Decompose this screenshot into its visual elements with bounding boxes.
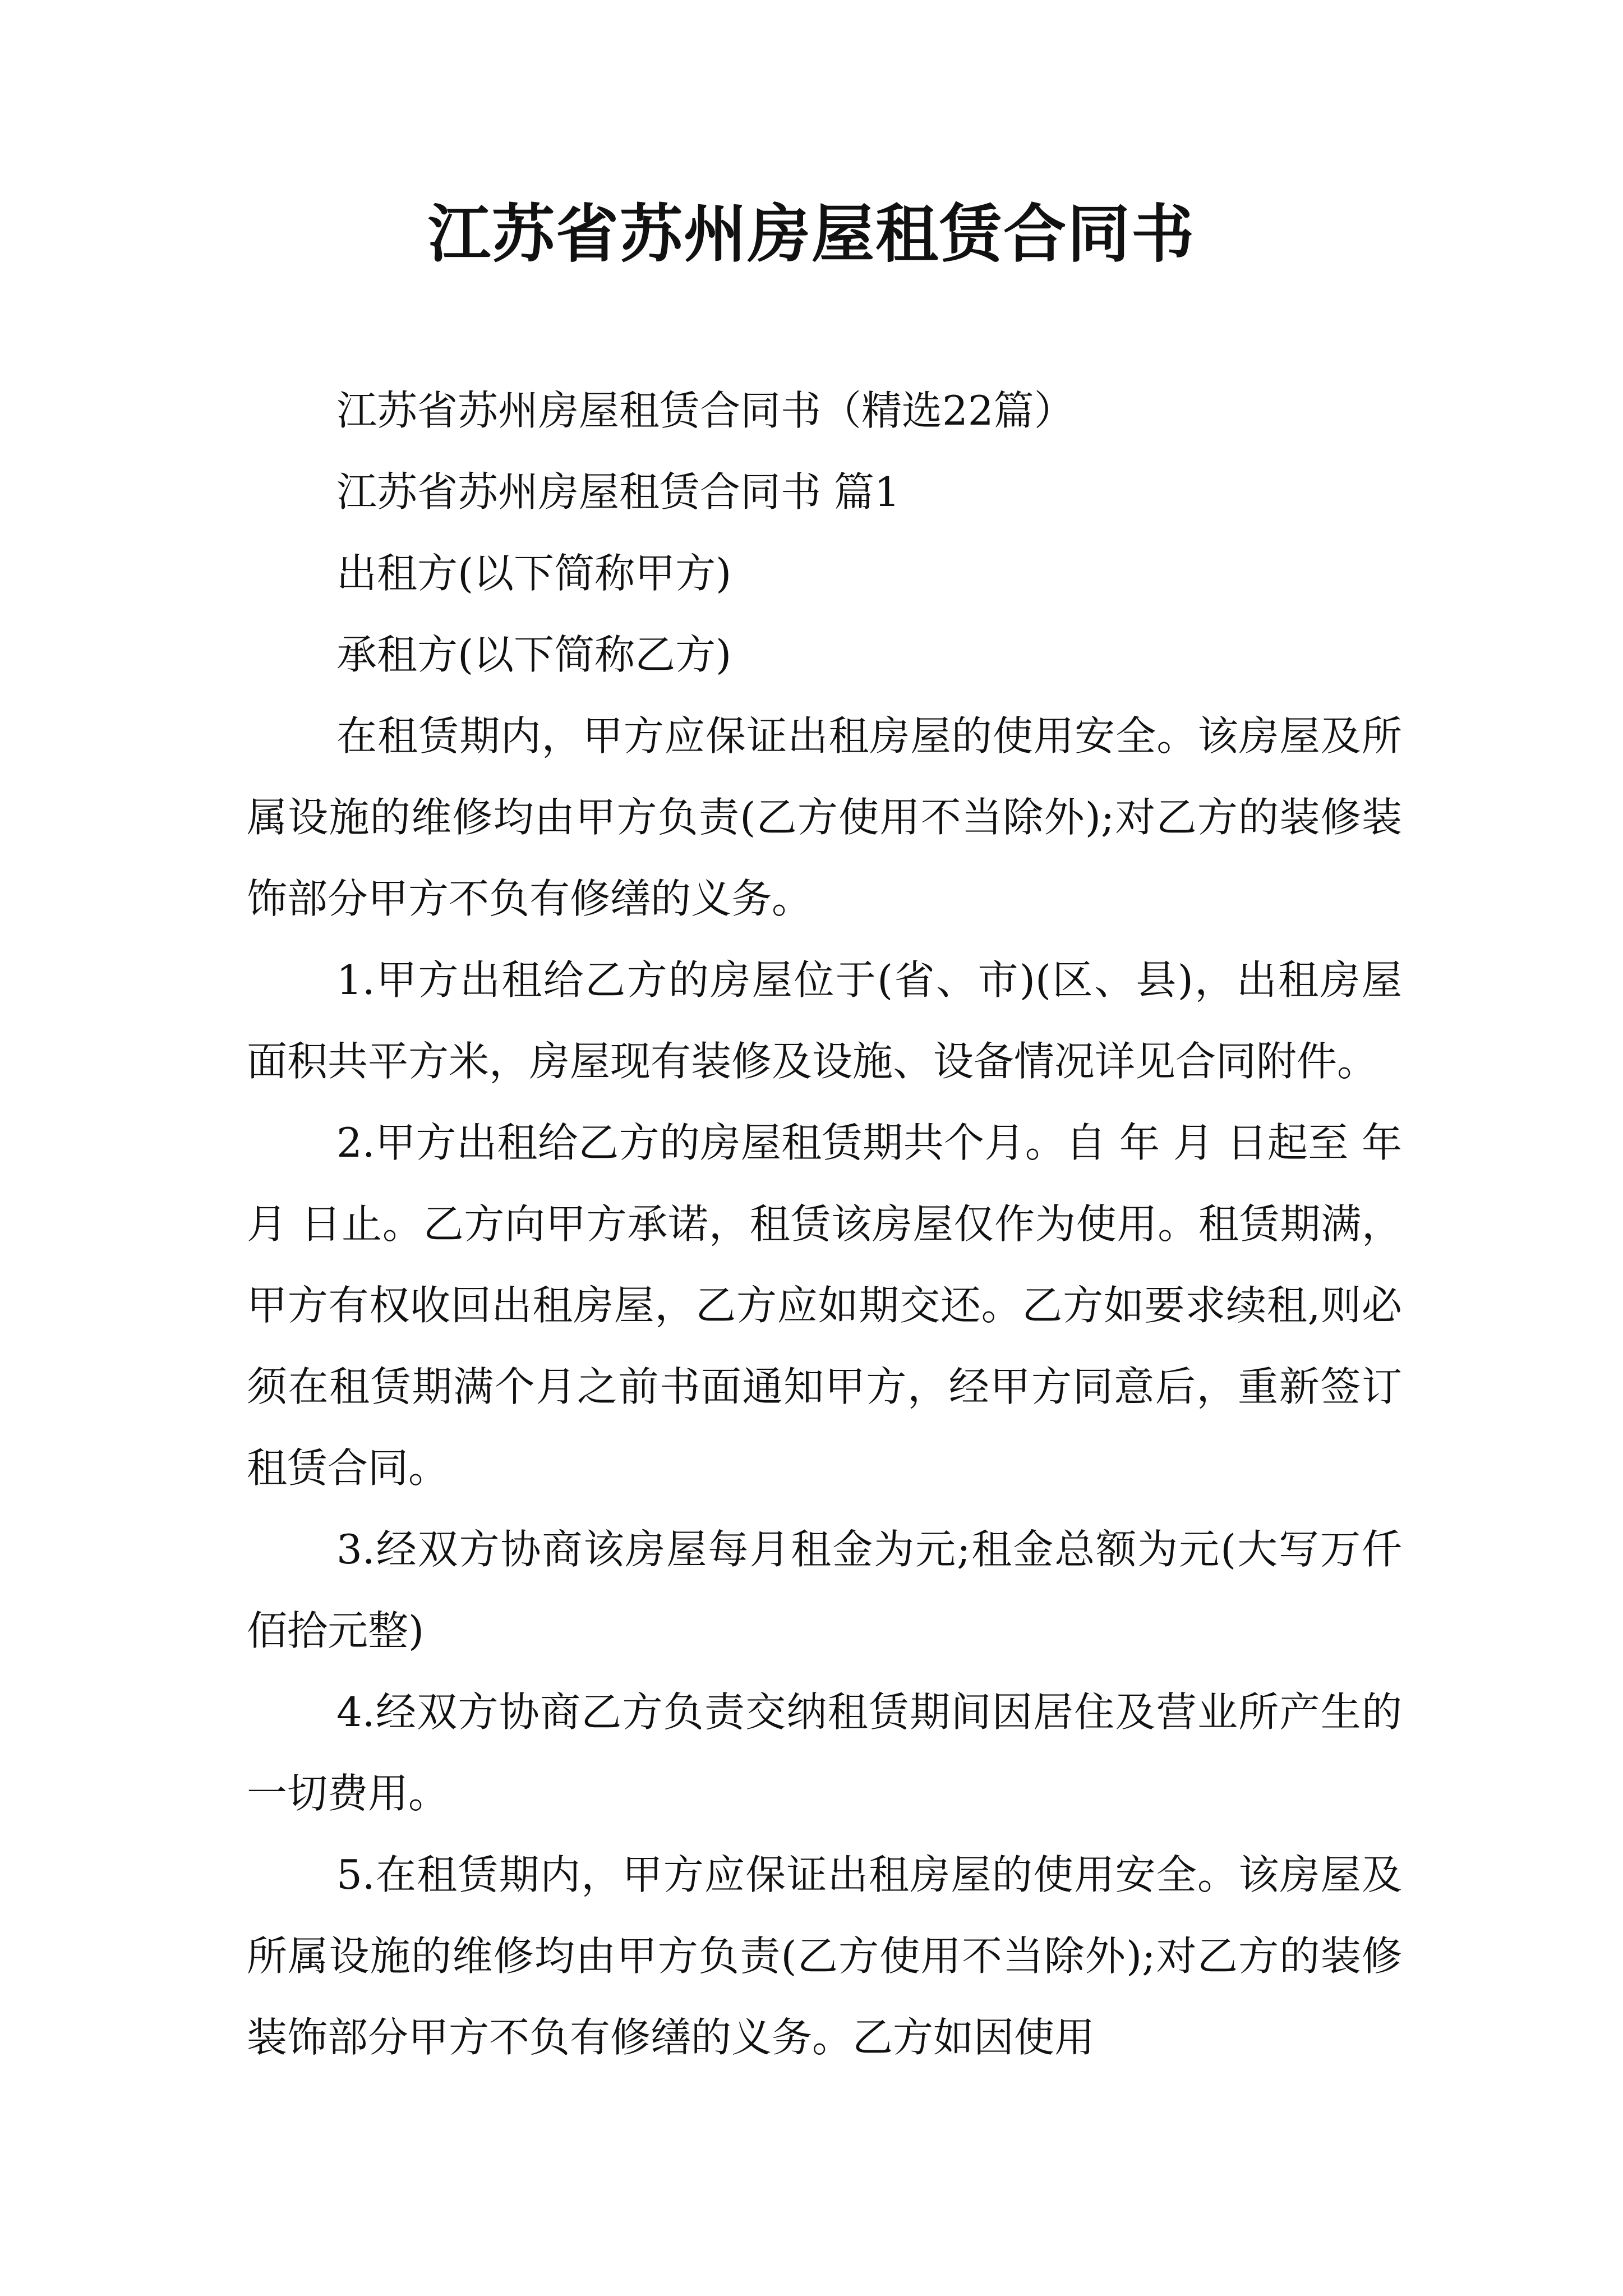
- paragraph-clause-2: 2.甲方出租给乙方的房屋租赁期共个月。自 年 月 日起至 年 月 日止。乙方向甲方承诺，租赁该房屋仅作为使用。租赁期满，甲方有权收回出租房屋，乙方应如期交还。乙方如要求续租,则必须在租赁期满个月之前书面通知甲方，经甲方同意后，重新签订租赁合同。: [247, 1119, 1402, 1492]
- document-title: 江苏省苏州房屋租赁合同书: [428, 197, 1195, 271]
- paragraph-lessor: 出租方(以下简称甲方): [336, 550, 732, 597]
- paragraph-clause-1: 1.甲方出租给乙方的房屋位于(省、市)(区、县)，出租房屋面积共平方米，房屋现有装修及设施、设备情况详见合同附件。: [247, 956, 1402, 1085]
- paragraph-section-heading: 江苏省苏州房屋租赁合同书 篇1: [336, 468, 900, 516]
- paragraph-safety-intro: 在租赁期内，甲方应保证出租房屋的使用安全。该房屋及所属设施的维修均由甲方负责(乙方使用不当除外);对乙方的装修装饰部分甲方不负有修缮的义务。: [247, 712, 1402, 922]
- paragraph-collection-title: 江苏省苏州房屋租赁合同书（精选22篇）: [336, 387, 1075, 434]
- paragraph-lessee: 承租方(以下简称乙方): [336, 631, 732, 678]
- document-body: [247, 370, 1402, 2078]
- paragraph-clause-3: 3.经双方协商该房屋每月租金为元;租金总额为元(大写万仟佰拾元整): [247, 1526, 1402, 1654]
- paragraph-clause-5: 5.在租赁期内，甲方应保证出租房屋的使用安全。该房屋及所属设施的维修均由甲方负责(乙方使用不当除外);对乙方的装修装饰部分甲方不负有修缮的义务。乙方如因使用: [247, 1851, 1402, 2061]
- paragraph-clause-4: 4.经双方协商乙方负责交纳租赁期间因居住及营业所产生的一切费用。: [247, 1688, 1402, 1817]
